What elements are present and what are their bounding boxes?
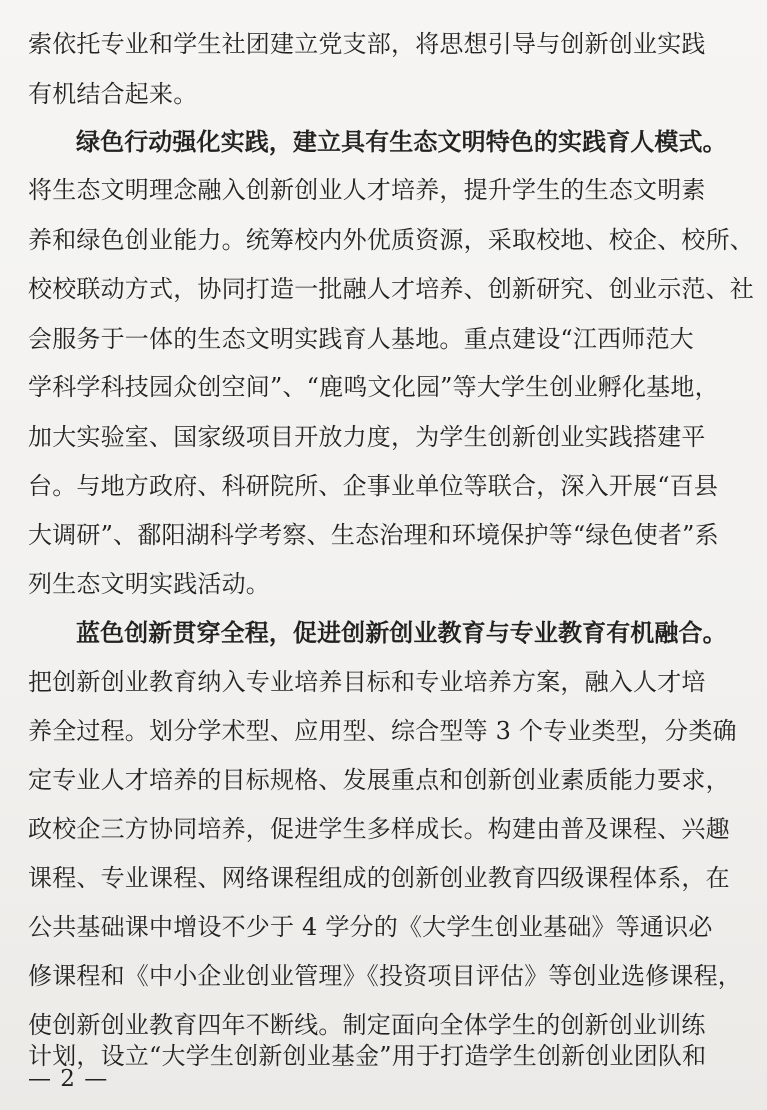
text-line: 修课程和《中小企业创业管理》《投资项目评估》等创业选修课程， — [28, 962, 742, 990]
section-heading-green-action: 绿色行动强化实践，建立具有生态文明特色的实践育人模式。 — [76, 128, 727, 156]
section-heading-blue-innovation: 蓝色创新贯穿全程，促进创新创业教育与专业教育有机融合。 — [76, 619, 727, 647]
text-line: 养全过程。划分学术型、应用型、综合型等 3 个专业类型，分类确 — [28, 717, 737, 745]
text-line: 养和绿色创业能力。统筹校内外优质资源，采取校地、校企、校所、 — [28, 226, 754, 254]
text-line: 定专业人才培养的目标规格、发展重点和创新创业素质能力要求， — [28, 766, 730, 794]
text-line: 把创新创业教育纳入专业培养目标和专业培养方案，融入人才培 — [28, 668, 706, 696]
text-line: 课程、专业课程、网络课程组成的创新创业教育四级课程体系，在 — [28, 864, 730, 892]
text-line: 公共基础课中增设不少于 4 学分的《大学生创业基础》等通识必 — [28, 913, 713, 941]
text-line: 索依托专业和学生社团建立党支部，将思想引导与创新创业实践 — [28, 30, 706, 58]
text-line: 将生态文明理念融入创新创业人才培养，提升学生的生态文明素 — [28, 176, 706, 204]
text-line: 使创新创业教育四年不断线。制定面向全体学生的创新创业训练 — [28, 1011, 706, 1039]
text-line: 校校联动方式，协同打造一批融人才培养、创新研究、创业示范、社 — [28, 275, 754, 303]
text-line: 会服务于一体的生态文明实践育人基地。重点建设“江西师范大 — [28, 325, 694, 353]
text-line: 加大实验室、国家级项目开放力度，为学生创新创业实践搭建平 — [28, 423, 706, 451]
page-number: — 2 — — [28, 1066, 109, 1092]
text-line: 列生态文明实践活动。 — [28, 570, 270, 598]
text-line: 大调研”、鄱阳湖科学考察、生态治理和环境保护等“绿色使者”系 — [28, 521, 719, 549]
text-line: 有机结合起来。 — [28, 80, 198, 108]
text-line: 学科学科技园众创空间”、“鹿鸣文化园”等大学生创业孵化基地， — [28, 373, 719, 401]
text-line: 计划，设立“大学生创新创业基金”用于打造学生创新创业团队和 — [28, 1042, 707, 1070]
text-line: 政校企三方协同培养，促进学生多样成长。构建由普及课程、兴趣 — [28, 815, 730, 843]
text-line: 台。与地方政府、科研院所、企事业单位等联合，深入开展“百县 — [28, 472, 719, 500]
